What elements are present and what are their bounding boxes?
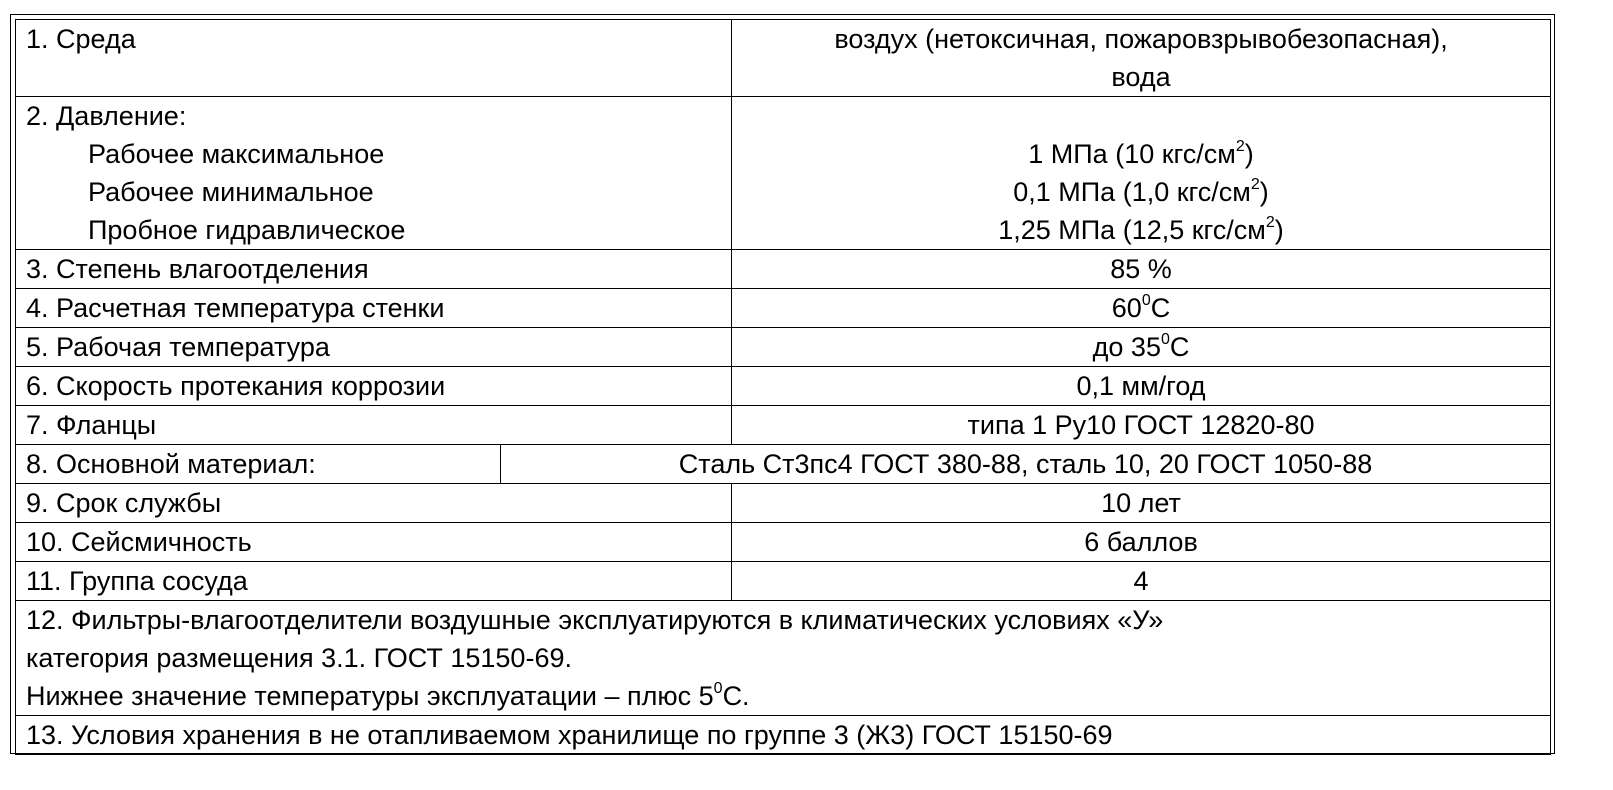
row-12-cell — [16, 601, 1551, 716]
row-12-line1: 12. Фильтры-влагоотделители воздушные эксплуатируются в климатических условиях «У» — [26, 605, 1164, 635]
row-9-label: 9. Срок службы — [16, 484, 732, 523]
row-7-value: типа 1 Ру10 ГОСТ 12820-80 — [732, 406, 1551, 445]
row-13-text: 13. Условия хранения в не отапливаемом хранилище по группе 3 (Ж3) ГОСТ 15150-69 — [16, 716, 1551, 755]
row-2-sub2-label: Рабочее минимальное — [88, 177, 374, 207]
row-3-value: 85 % — [732, 250, 1551, 289]
row-6-value: 0,1 мм/год — [732, 367, 1551, 406]
row-3-label: 3. Степень влагоотделения — [16, 250, 732, 289]
table-row — [16, 445, 1551, 484]
table-row — [16, 562, 1551, 601]
row-2-sub1-label: Рабочее максимальное — [88, 139, 385, 169]
row-8-value: Сталь Ст3пс4 ГОСТ 380-88, сталь 10, 20 ГОСТ 1050-88 — [501, 445, 1551, 484]
row-11-label: 11. Группа сосуда — [16, 562, 732, 601]
row-5-label: 5. Рабочая температура — [16, 328, 732, 367]
row-9-value: 10 лет — [732, 484, 1551, 523]
table-row — [16, 328, 1551, 367]
table-row — [16, 97, 1551, 250]
row-10-value: 6 баллов — [732, 523, 1551, 562]
row-1-label-cell — [16, 20, 732, 97]
row-11-value: 4 — [732, 562, 1551, 601]
row-12-line2: категория размещения 3.1. ГОСТ 15150-69. — [26, 643, 572, 673]
table-row — [16, 601, 1551, 716]
row-4-value: $60^0С$ — [732, 289, 1551, 328]
table-row — [16, 367, 1551, 406]
row-2-sub3-label: Пробное гидравлическое — [88, 215, 406, 245]
row-7-label: 7. Фланцы — [16, 406, 732, 445]
table-row — [16, 20, 1551, 97]
row-2-sub1-value: 1 МПа (10 кгс/$см^2$) — [1028, 138, 1254, 169]
row-5-value: до $35^0С$ — [732, 328, 1551, 367]
table-row — [16, 250, 1551, 289]
table-row — [16, 484, 1551, 523]
row-8-label: 8. Основной материал: — [16, 445, 501, 484]
row-1-value-line2: вода — [1111, 62, 1171, 92]
row-2-label-cell — [16, 97, 732, 250]
row-2-value-cell — [732, 97, 1551, 250]
specification-table — [15, 19, 1551, 755]
row-1-value-cell — [732, 20, 1551, 97]
row-12-line3: Нижнее значение температуры эксплуатации – плюс $5^0С$. — [26, 680, 750, 711]
row-2-sub2-value: 0,1 МПа (1,0 кгс/$см^2$) — [1013, 176, 1269, 207]
row-10-label: 10. Сейсмичность — [16, 523, 732, 562]
table-row — [16, 406, 1551, 445]
row-1-value-line1: воздух (нетоксичная, пожаровзрывобезопасная), — [834, 24, 1448, 54]
table-row — [16, 716, 1551, 755]
row-6-label: 6. Скорость протекания коррозии — [16, 367, 732, 406]
row-1-label: 1. Среда — [26, 24, 136, 54]
table-row — [16, 289, 1551, 328]
row-2-sub3-value: 1,25 МПа (12,5 кгс/$см^2$) — [998, 214, 1284, 245]
row-4-label: 4. Расчетная температура стенки — [16, 289, 732, 328]
row-2-label: 2. Давление: — [26, 101, 187, 131]
table-row — [16, 523, 1551, 562]
